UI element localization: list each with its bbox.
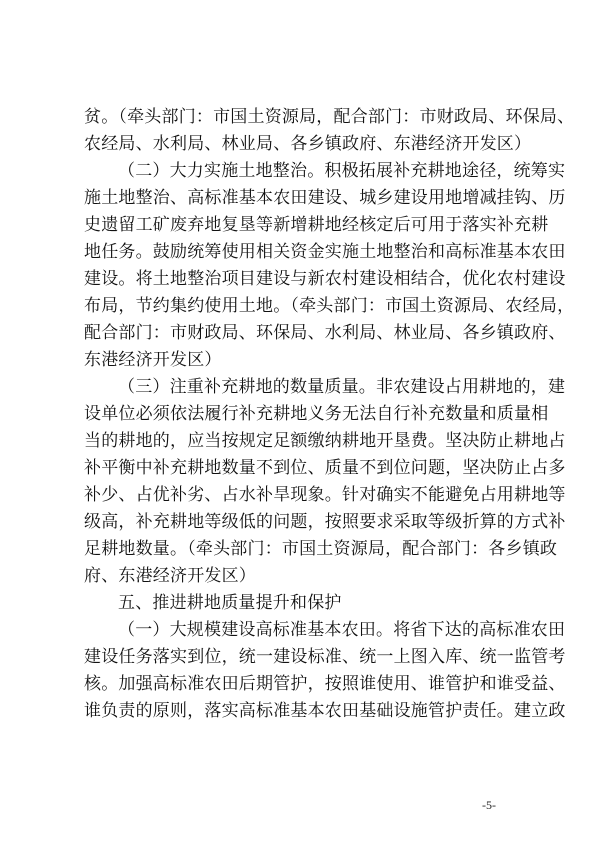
text-line-17: 足耕地数量。（牵头部门：市国土资源局，配合部门：各乡镇政 — [84, 539, 558, 559]
text-line-15: 补少、占优补劣、占水补旱现象。针对确实不能避免占用耕地等 — [84, 485, 566, 505]
text-line-10: 东港经济开发区） — [84, 350, 222, 370]
text-line-8: 布局，节约集约使用土地。（牵头部门：市国土资源局、农经局， — [84, 296, 575, 316]
text-line-13: 当的耕地的，应当按规定足额缴纳耕地开垦费。坚决防止耕地占 — [84, 431, 566, 451]
text-line-18: 府、东港经济开发区） — [84, 566, 256, 586]
text-line-12: 设单位必须依法履行补充耕地义务无法自行补充数量和质量相 — [84, 404, 549, 424]
section-heading: 五、推进耕地质量提升和保护 — [118, 593, 342, 613]
text-line-22: 核。加强高标准农田后期管护，按照谁使用、谁管护和谁受益、 — [84, 674, 566, 694]
text-line-2: 农经局、水利局、林业局、各乡镇政府、东港经济开发区） — [84, 134, 532, 154]
text-line-5: 史遗留工矿废弃地复垦等新增耕地经核定后可用于落实补充耕 — [84, 215, 549, 235]
text-line-7: 建设。将土地整治项目建设与新农村建设相结合，优化农村建设 — [84, 269, 566, 289]
text-line-9: 配合部门：市财政局、环保局、水利局、林业局、各乡镇政府、 — [84, 323, 566, 343]
text-line-21: 建设任务落实到位，统一建设标准、统一上图入库、统一监管考 — [84, 647, 566, 667]
text-line-11: （三）注重补充耕地的数量质量。非农建设占用耕地的，建 — [118, 377, 566, 397]
text-line-23: 谁负责的原则，落实高标准基本农田基础设施管护责任。建立政 — [84, 701, 566, 721]
text-line-14: 补平衡中补充耕地数量不到位、质量不到位问题，坚决防止占多 — [84, 458, 566, 478]
text-line-16: 级高，补充耕地等级低的问题，按照要求采取等级折算的方式补 — [84, 512, 566, 532]
text-line-1: 贫。（牵头部门：市国土资源局，配合部门：市财政局、环保局、 — [84, 107, 575, 127]
text-line-3: （二）大力实施土地整治。积极拓展补充耕地途径，统筹实 — [118, 161, 566, 181]
text-line-6: 地任务。鼓励统筹使用相关资金实施土地整治和高标准基本农田 — [84, 242, 566, 262]
text-line-4: 施土地整治、高标准基本农田建设、城乡建设用地增减挂钩、历 — [84, 188, 566, 208]
page-number: -5- — [482, 798, 496, 812]
text-line-20: （一）大规模建设高标准基本农田。将省下达的高标准农田 — [118, 620, 566, 640]
